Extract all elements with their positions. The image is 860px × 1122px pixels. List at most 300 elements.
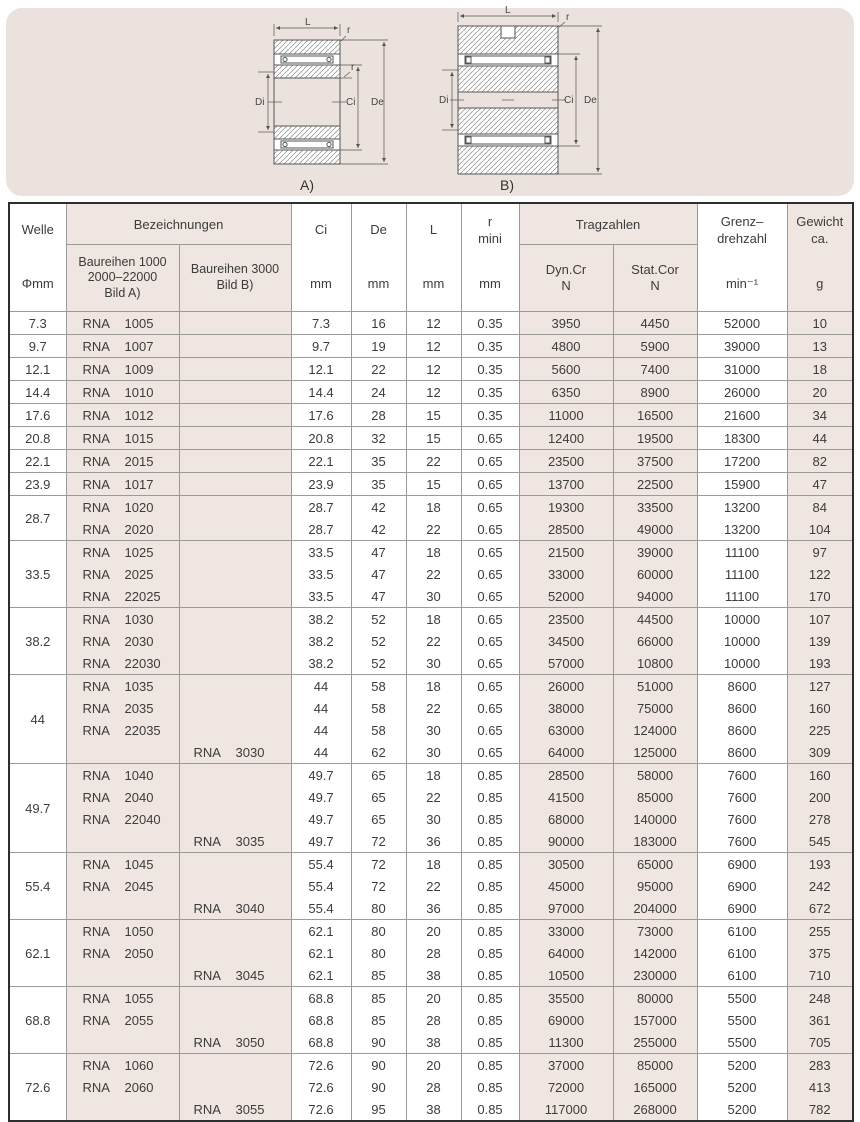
header-ci-unit: mm [310,275,332,291]
cell-ci: 38.2 [291,652,351,675]
cell-de: 58 [351,697,406,719]
cell-designation-a: RNA 1020 [66,496,179,519]
cell-designation-b [179,675,291,698]
header-l-label: L [429,222,438,238]
cell-ci: 20.8 [291,427,351,450]
table-row [9,675,853,698]
cell-stat-cor: 165000 [613,1076,697,1098]
cell-designation-a [66,964,179,987]
cell-designation-b [179,853,291,876]
cell-de: 65 [351,808,406,830]
cell-de: 58 [351,675,406,698]
cell-stat-cor: 39000 [613,541,697,564]
cell-l: 22 [406,786,461,808]
cell-r-mini: 0.85 [461,987,519,1010]
cell-l: 20 [406,1054,461,1077]
cell-dyn-cr: 6350 [519,381,613,404]
cell-r-mini: 0.65 [461,496,519,519]
cell-gewicht: 225 [787,719,853,741]
cell-de: 42 [351,518,406,541]
header-grenz-label: Grenz– drehzahl [717,213,767,246]
cell-designation-b [179,608,291,631]
cell-designation-b [179,697,291,719]
cell-designation-b [179,1076,291,1098]
dim-label-de: De [584,95,597,106]
cell-gewicht: 710 [787,964,853,987]
cell-l: 18 [406,764,461,787]
cell-l: 38 [406,964,461,987]
dim-label-l: L [305,17,311,28]
cell-grenzdrehzahl: 10000 [697,652,787,675]
cell-ci: 33.5 [291,563,351,585]
welle-group [9,853,853,920]
cell-l: 12 [406,312,461,335]
cell-designation-a: RNA 2040 [66,786,179,808]
cell-de: 65 [351,764,406,787]
table-row [9,335,853,358]
cell-grenzdrehzahl: 5200 [697,1098,787,1121]
cell-dyn-cr: 35500 [519,987,613,1010]
cell-r-mini: 0.65 [461,741,519,764]
cell-ci: 33.5 [291,585,351,608]
cell-dyn-cr: 69000 [519,1009,613,1031]
cell-designation-a: RNA 1005 [66,312,179,335]
bearing-diagram-a [254,14,392,194]
cell-designation-b: RNA 3030 [179,741,291,764]
cell-r-mini: 0.85 [461,875,519,897]
cell-gewicht: 705 [787,1031,853,1054]
cell-gewicht: 413 [787,1076,853,1098]
header-dyn-cr: Dyn.Cr N [519,245,613,312]
cell-designation-b [179,381,291,404]
cell-gewicht: 278 [787,808,853,830]
cell-ci: 68.8 [291,987,351,1010]
cell-dyn-cr: 117000 [519,1098,613,1121]
cell-grenzdrehzahl: 6900 [697,897,787,920]
cell-dyn-cr: 4800 [519,335,613,358]
cell-designation-b [179,764,291,787]
welle-group [9,358,853,381]
cell-l: 36 [406,897,461,920]
cell-de: 42 [351,496,406,519]
cell-stat-cor: 37500 [613,450,697,473]
cell-designation-b [179,563,291,585]
cell-r-mini: 0.85 [461,853,519,876]
cell-welle: 22.1 [9,450,66,473]
cell-de: 16 [351,312,406,335]
table-row [9,875,853,897]
cell-ci: 17.6 [291,404,351,427]
dim-label-r: r [351,62,355,73]
cell-l: 12 [406,335,461,358]
cell-grenzdrehzahl: 8600 [697,697,787,719]
cell-dyn-cr: 26000 [519,675,613,698]
cell-gewicht: 47 [787,473,853,496]
table-row [9,541,853,564]
cell-welle: 9.7 [9,335,66,358]
cell-l: 38 [406,1031,461,1054]
cell-stat-cor: 140000 [613,808,697,830]
cell-de: 24 [351,381,406,404]
welle-group [9,496,853,541]
cell-gewicht: 82 [787,450,853,473]
cell-designation-a: RNA 2035 [66,697,179,719]
cell-designation-b: RNA 3055 [179,1098,291,1121]
header-grenz-unit: min⁻¹ [725,275,759,291]
cell-de: 80 [351,942,406,964]
cell-de: 65 [351,786,406,808]
cell-welle: 68.8 [9,987,66,1054]
cell-ci: 28.7 [291,496,351,519]
cell-gewicht: 545 [787,830,853,853]
table-row [9,741,853,764]
cell-gewicht: 242 [787,875,853,897]
table-row [9,496,853,519]
cell-de: 32 [351,427,406,450]
cell-designation-a: RNA 1009 [66,358,179,381]
cell-stat-cor: 5900 [613,335,697,358]
cell-r-mini: 0.35 [461,381,519,404]
cell-designation-b [179,496,291,519]
cell-stat-cor: 8900 [613,381,697,404]
cell-r-mini: 0.35 [461,404,519,427]
table-row [9,1076,853,1098]
cell-designation-b [179,541,291,564]
cell-ci: 62.1 [291,964,351,987]
cell-de: 47 [351,585,406,608]
cell-stat-cor: 80000 [613,987,697,1010]
cell-stat-cor: 22500 [613,473,697,496]
cell-r-mini: 0.65 [461,427,519,450]
cell-gewicht: 309 [787,741,853,764]
cell-l: 28 [406,1076,461,1098]
cell-dyn-cr: 64000 [519,942,613,964]
cell-r-mini: 0.65 [461,608,519,631]
cell-stat-cor: 44500 [613,608,697,631]
cell-grenzdrehzahl: 7600 [697,830,787,853]
cell-r-mini: 0.85 [461,964,519,987]
cell-ci: 68.8 [291,1009,351,1031]
figure-a-label: A) [300,177,314,193]
cell-designation-a: RNA 1015 [66,427,179,450]
table-row [9,585,853,608]
header-welle-unit: Φmm [21,275,54,291]
cell-welle: 20.8 [9,427,66,450]
cell-welle: 33.5 [9,541,66,608]
welle-group [9,473,853,496]
cell-stat-cor: 85000 [613,786,697,808]
cell-grenzdrehzahl: 6100 [697,942,787,964]
cell-stat-cor: 16500 [613,404,697,427]
cell-designation-a [66,897,179,920]
cell-r-mini: 0.65 [461,697,519,719]
welle-group [9,404,853,427]
cell-designation-b: RNA 3035 [179,830,291,853]
header-tragzahlen: Tragzahlen [519,203,697,245]
cell-designation-b [179,920,291,943]
header-grenzdrehzahl [697,203,787,312]
table-row [9,404,853,427]
cell-ci: 14.4 [291,381,351,404]
cell-designation-a: RNA 22035 [66,719,179,741]
cell-designation-a: RNA 2020 [66,518,179,541]
cell-ci: 55.4 [291,853,351,876]
header-ci-label: Ci [314,222,328,238]
header-gewicht-unit: g [816,275,824,291]
cell-designation-a: RNA 2055 [66,1009,179,1031]
cell-grenzdrehzahl: 5500 [697,987,787,1010]
cell-grenzdrehzahl: 21600 [697,404,787,427]
cell-de: 90 [351,1054,406,1077]
cell-grenzdrehzahl: 39000 [697,335,787,358]
cell-r-mini: 0.85 [461,897,519,920]
cell-gewicht: 127 [787,675,853,698]
cell-grenzdrehzahl: 7600 [697,786,787,808]
cell-ci: 68.8 [291,1031,351,1054]
cell-l: 36 [406,830,461,853]
cell-de: 52 [351,608,406,631]
dim-label-r: r [347,25,351,36]
cell-dyn-cr: 11000 [519,404,613,427]
cell-dyn-cr: 52000 [519,585,613,608]
cell-stat-cor: 33500 [613,496,697,519]
cell-designation-b [179,312,291,335]
cell-dyn-cr: 57000 [519,652,613,675]
cell-designation-a: RNA 2015 [66,450,179,473]
cell-designation-b: RNA 3050 [179,1031,291,1054]
cell-ci: 55.4 [291,875,351,897]
cell-designation-a: RNA 1010 [66,381,179,404]
cell-gewicht: 672 [787,897,853,920]
cell-dyn-cr: 12400 [519,427,613,450]
cell-ci: 44 [291,741,351,764]
cell-dyn-cr: 33000 [519,563,613,585]
cell-designation-a: RNA 1012 [66,404,179,427]
cell-dyn-cr: 21500 [519,541,613,564]
cell-de: 35 [351,450,406,473]
welle-group [9,312,853,335]
cell-l: 18 [406,496,461,519]
cell-welle: 38.2 [9,608,66,675]
cell-designation-b [179,786,291,808]
header-baureihen-3000: Baureihen 3000 Bild B) [179,245,291,312]
table-row [9,427,853,450]
cell-de: 47 [351,541,406,564]
cell-gewicht: 200 [787,786,853,808]
cell-r-mini: 0.65 [461,652,519,675]
table-row [9,312,853,335]
cell-gewicht: 248 [787,987,853,1010]
header-gewicht-label: Gewicht ca. [796,213,844,246]
cell-ci: 38.2 [291,630,351,652]
cell-r-mini: 0.65 [461,630,519,652]
cell-welle: 12.1 [9,358,66,381]
cell-l: 18 [406,675,461,698]
cell-r-mini: 0.35 [461,358,519,381]
table-row [9,473,853,496]
cell-r-mini: 0.65 [461,585,519,608]
cell-gewicht: 13 [787,335,853,358]
cell-welle: 23.9 [9,473,66,496]
table-row [9,853,853,876]
cell-dyn-cr: 45000 [519,875,613,897]
cell-stat-cor: 124000 [613,719,697,741]
cell-ci: 22.1 [291,450,351,473]
cell-gewicht: 361 [787,1009,853,1031]
cell-designation-b: RNA 3045 [179,964,291,987]
cell-designation-a: RNA 2045 [66,875,179,897]
table-row [9,563,853,585]
table-row [9,450,853,473]
welle-group [9,764,853,853]
cell-ci: 28.7 [291,518,351,541]
cell-de: 62 [351,741,406,764]
table-row [9,764,853,787]
cell-gewicht: 44 [787,427,853,450]
table-row [9,942,853,964]
cell-de: 72 [351,875,406,897]
cell-r-mini: 0.65 [461,518,519,541]
cell-de: 90 [351,1076,406,1098]
cell-designation-b [179,630,291,652]
cell-l: 30 [406,808,461,830]
header-r-mini [461,203,519,312]
header-de-unit: mm [367,275,390,291]
cell-stat-cor: 65000 [613,853,697,876]
cell-r-mini: 0.85 [461,1076,519,1098]
cell-dyn-cr: 72000 [519,1076,613,1098]
cell-grenzdrehzahl: 5500 [697,1031,787,1054]
table-row [9,1054,853,1077]
cell-l: 18 [406,541,461,564]
cell-grenzdrehzahl: 6100 [697,964,787,987]
welle-group [9,335,853,358]
cell-grenzdrehzahl: 7600 [697,808,787,830]
cell-designation-a: RNA 1035 [66,675,179,698]
cell-gewicht: 122 [787,563,853,585]
cell-dyn-cr: 3950 [519,312,613,335]
cell-gewicht: 160 [787,697,853,719]
cell-ci: 62.1 [291,942,351,964]
cell-stat-cor: 255000 [613,1031,697,1054]
cell-grenzdrehzahl: 5200 [697,1054,787,1077]
cell-dyn-cr: 63000 [519,719,613,741]
cell-designation-b [179,518,291,541]
cell-r-mini: 0.35 [461,335,519,358]
cell-de: 85 [351,987,406,1010]
cell-l: 22 [406,875,461,897]
cell-gewicht: 20 [787,381,853,404]
cell-dyn-cr: 28500 [519,764,613,787]
bearing-diagram-b [438,6,606,194]
cell-designation-b: RNA 3040 [179,897,291,920]
cell-ci: 38.2 [291,608,351,631]
cell-grenzdrehzahl: 6900 [697,875,787,897]
cell-grenzdrehzahl: 31000 [697,358,787,381]
header-welle-label: Welle [21,222,54,238]
cell-grenzdrehzahl: 6900 [697,853,787,876]
cell-welle: 17.6 [9,404,66,427]
cell-welle: 62.1 [9,920,66,987]
header-stat-cor: Stat.Cor N [613,245,697,312]
cell-welle: 7.3 [9,312,66,335]
cell-welle: 49.7 [9,764,66,853]
cell-stat-cor: 85000 [613,1054,697,1077]
cell-designation-b [179,335,291,358]
cell-dyn-cr: 38000 [519,697,613,719]
cell-dyn-cr: 23500 [519,450,613,473]
cell-grenzdrehzahl: 15900 [697,473,787,496]
welle-group [9,427,853,450]
cell-gewicht: 34 [787,404,853,427]
cell-designation-b [179,1054,291,1077]
cell-ci: 7.3 [291,312,351,335]
cell-dyn-cr: 11300 [519,1031,613,1054]
cell-ci: 9.7 [291,335,351,358]
cell-r-mini: 0.65 [461,450,519,473]
cell-gewicht: 782 [787,1098,853,1121]
bearing-spec-table [8,202,854,1122]
cell-dyn-cr: 97000 [519,897,613,920]
cell-l: 28 [406,942,461,964]
cell-l: 30 [406,652,461,675]
table-row [9,719,853,741]
cell-designation-b [179,473,291,496]
cell-grenzdrehzahl: 10000 [697,630,787,652]
table-row [9,830,853,853]
cell-designation-a: RNA 22040 [66,808,179,830]
dim-label-ci: Ci [564,95,574,106]
cell-gewicht: 283 [787,1054,853,1077]
cell-welle: 14.4 [9,381,66,404]
cell-l: 22 [406,518,461,541]
cell-de: 80 [351,920,406,943]
cell-r-mini: 0.65 [461,719,519,741]
cell-l: 22 [406,450,461,473]
cell-designation-a: RNA 1025 [66,541,179,564]
cell-r-mini: 0.85 [461,920,519,943]
cell-grenzdrehzahl: 8600 [697,675,787,698]
cell-designation-a: RNA 2060 [66,1076,179,1098]
cell-designation-b [179,942,291,964]
table-row [9,987,853,1010]
welle-group [9,450,853,473]
cell-dyn-cr: 90000 [519,830,613,853]
cell-designation-b [179,404,291,427]
cell-welle: 28.7 [9,496,66,541]
cell-de: 47 [351,563,406,585]
cell-ci: 23.9 [291,473,351,496]
cell-r-mini: 0.85 [461,1098,519,1121]
cell-designation-a: RNA 1030 [66,608,179,631]
cell-designation-b [179,875,291,897]
cell-ci: 72.6 [291,1054,351,1077]
table-row [9,964,853,987]
cell-l: 28 [406,1009,461,1031]
welle-group [9,541,853,608]
cell-ci: 44 [291,719,351,741]
table-row [9,920,853,943]
cell-gewicht: 193 [787,652,853,675]
dim-label-l: L [505,6,511,16]
cell-stat-cor: 125000 [613,741,697,764]
cell-de: 90 [351,1031,406,1054]
table-row [9,897,853,920]
table-row [9,697,853,719]
cell-ci: 49.7 [291,830,351,853]
cell-designation-b [179,808,291,830]
cell-designation-b [179,358,291,381]
